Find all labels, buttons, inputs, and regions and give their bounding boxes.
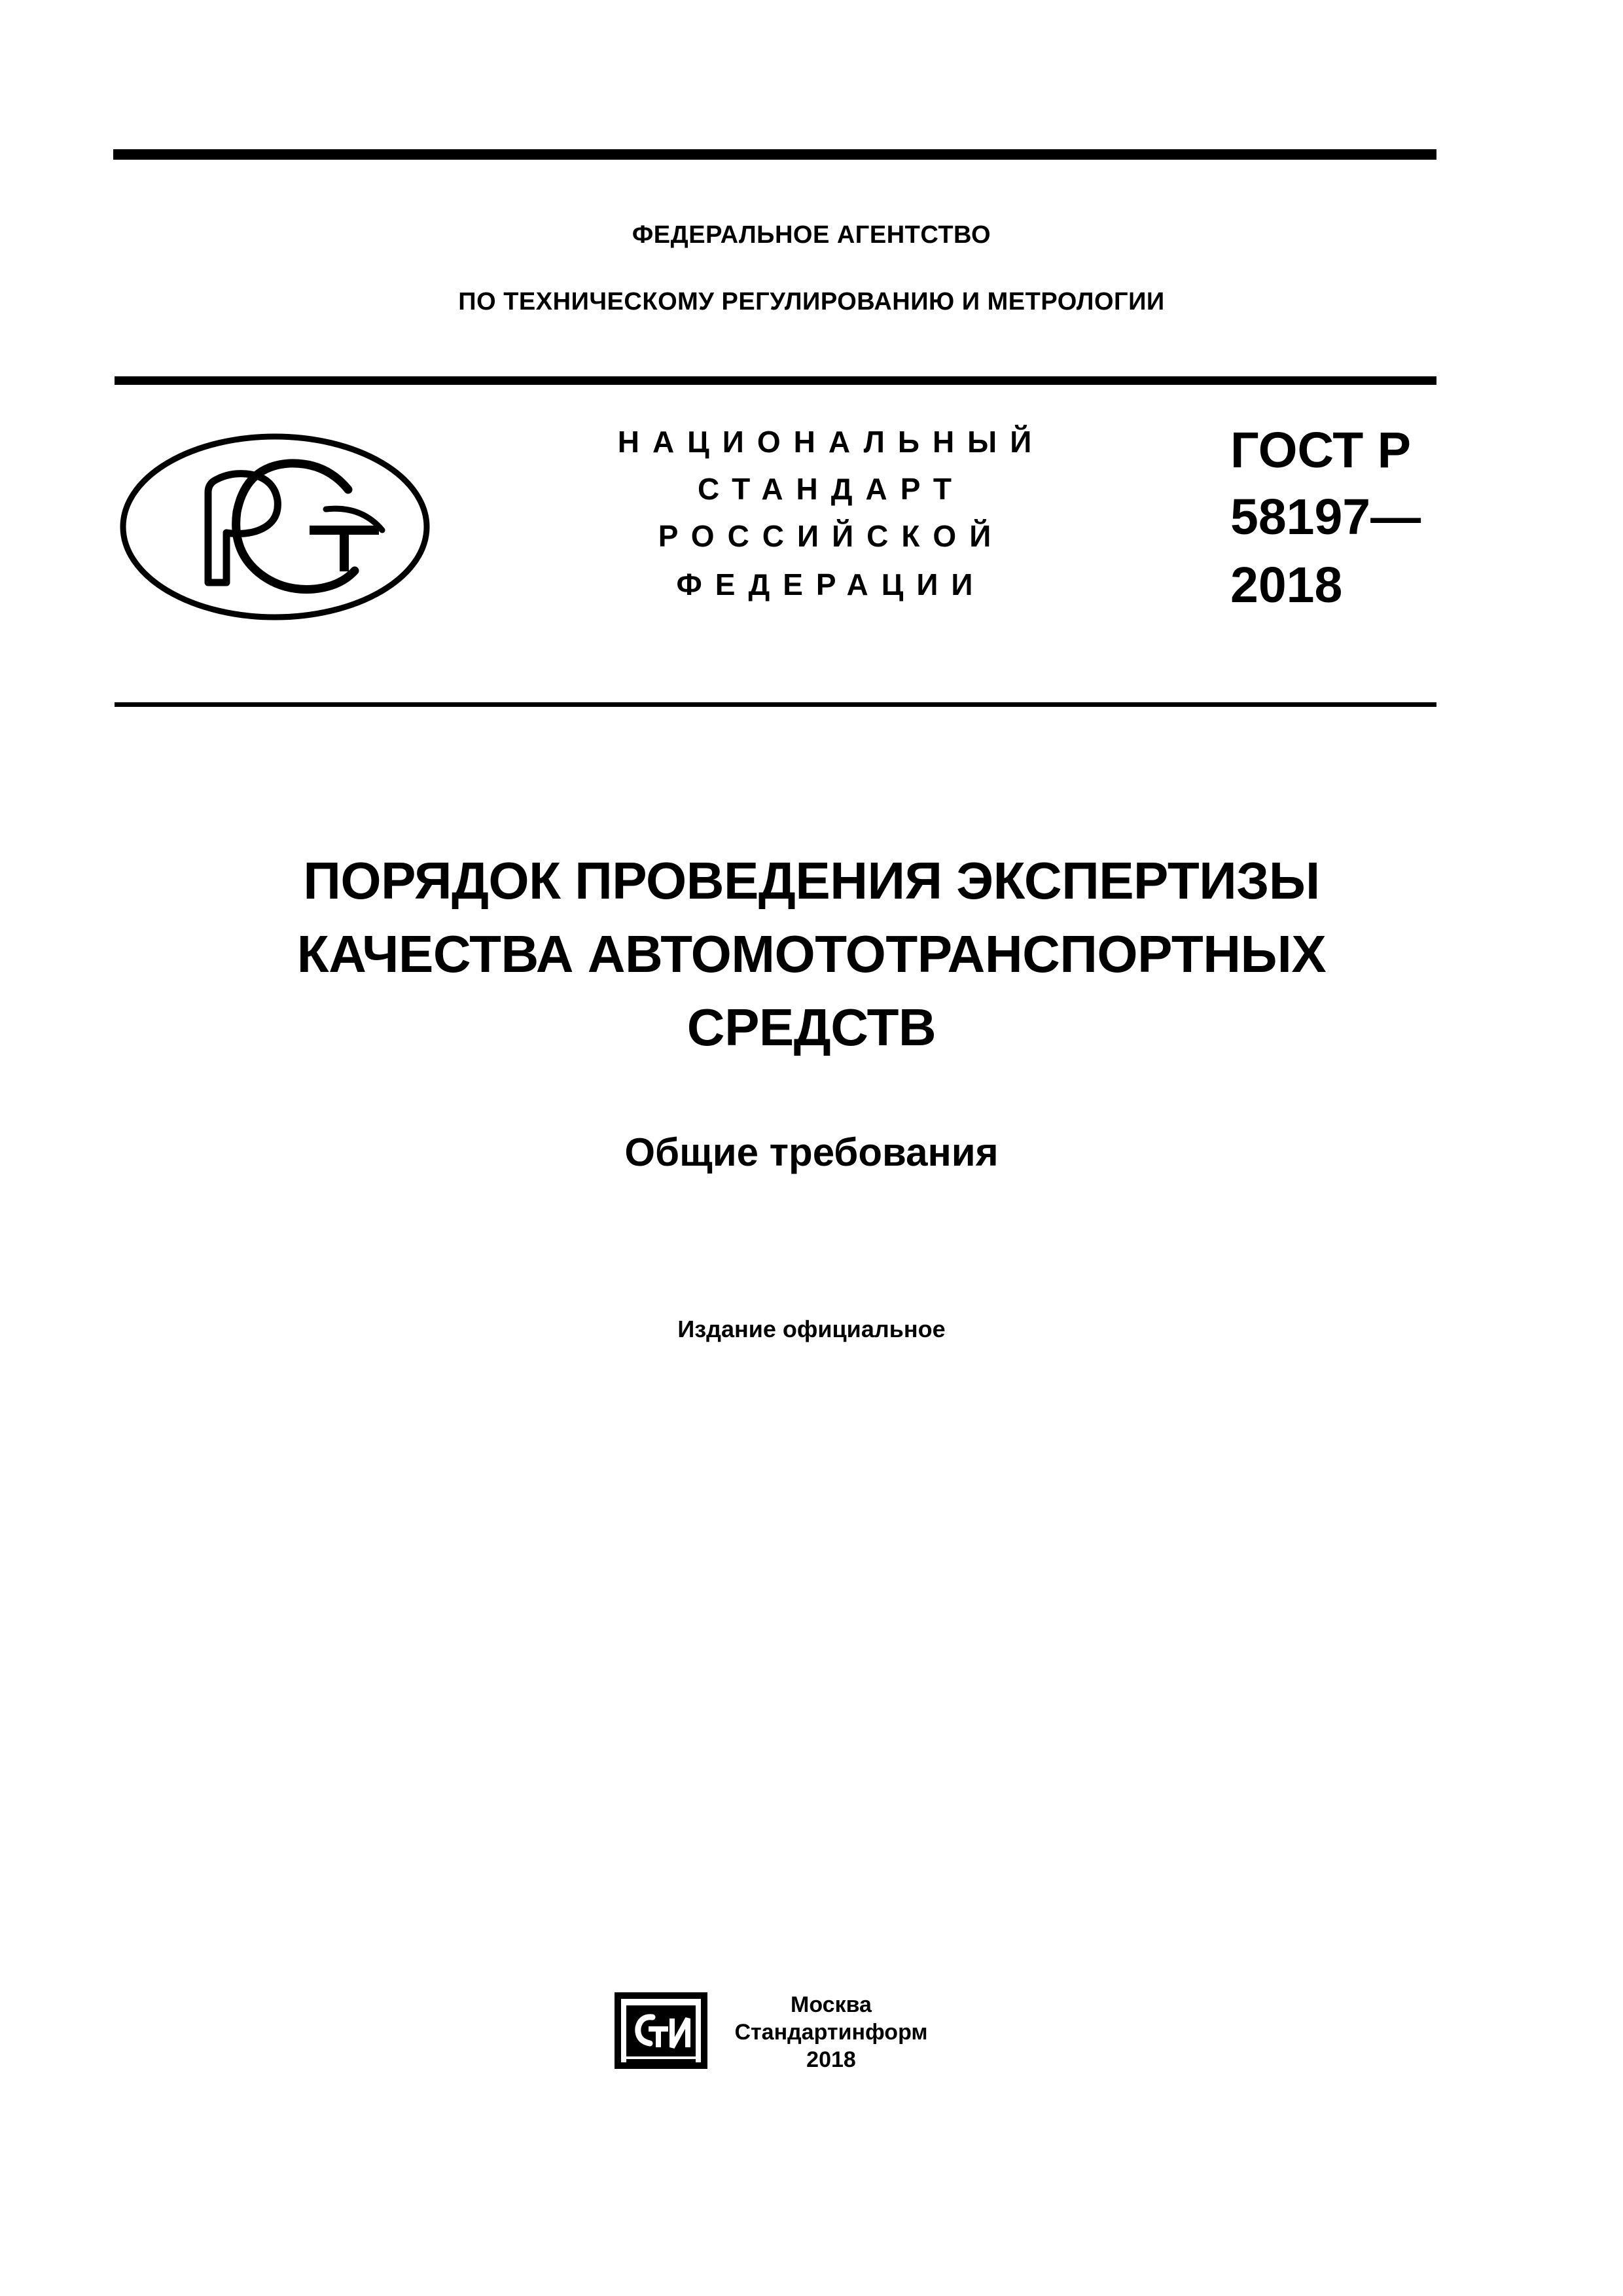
publisher-name: Стандартинформ bbox=[734, 2020, 928, 2045]
top-rule bbox=[113, 149, 1436, 160]
standard-type-line-4: ФЕДЕРАЦИИ bbox=[676, 567, 986, 601]
gost-code-line-2: 58197— bbox=[1230, 489, 1421, 545]
document-title-line-3: СРЕДСТВ bbox=[687, 998, 936, 1056]
publisher-city: Москва bbox=[791, 1992, 872, 2017]
standard-type-line-1: НАЦИОНАЛЬНЫЙ bbox=[617, 425, 1045, 459]
gost-code-line-3: 2018 bbox=[1230, 557, 1343, 613]
standard-type-line-2: СТАНДАРТ bbox=[698, 472, 965, 506]
block-rule bbox=[115, 702, 1436, 707]
rst-logo-icon bbox=[118, 432, 432, 622]
standard-type-line-3: РОССИЙСКОЙ bbox=[658, 519, 1005, 553]
gost-code-line-1: ГОСТ Р bbox=[1230, 422, 1412, 478]
agency-line-1: ФЕДЕРАЛЬНОЕ АГЕНТСТВО bbox=[632, 221, 991, 249]
document-title-line-2: КАЧЕСТВА АВТОМОТОТРАНСПОРТНЫХ bbox=[296, 925, 1327, 983]
edition-note: Издание официальное bbox=[677, 1316, 946, 1342]
rst-logo bbox=[118, 432, 432, 622]
document-title-line-1: ПОРЯДОК ПРОВЕДЕНИЯ ЭКСПЕРТИЗЫ bbox=[303, 852, 1320, 910]
publisher-year: 2018 bbox=[806, 2047, 856, 2072]
agency-line-2: ПО ТЕХНИЧЕСКОМУ РЕГУЛИРОВАНИЮ И МЕТРОЛОГИИ bbox=[458, 288, 1165, 315]
publisher-logo bbox=[612, 1990, 710, 2072]
standartinform-logo-icon bbox=[612, 1990, 710, 2072]
document-subtitle: Общие требования bbox=[624, 1130, 999, 1174]
header-rule bbox=[115, 376, 1436, 385]
